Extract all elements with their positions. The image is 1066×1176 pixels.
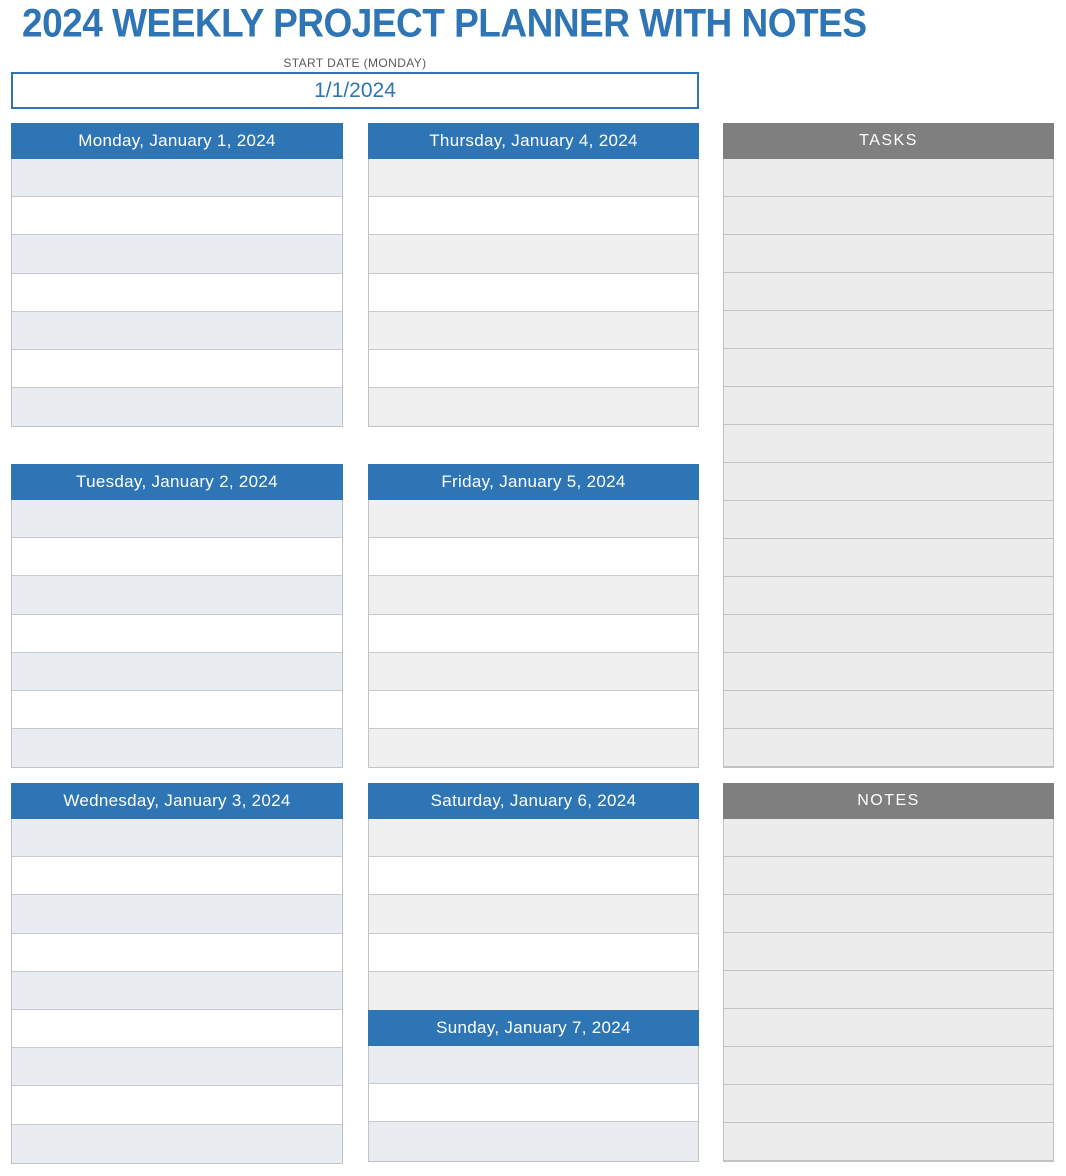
panel-notes (723, 783, 1054, 1162)
panel-saturday (368, 783, 699, 1011)
planner-cell[interactable] (724, 159, 1053, 197)
planner-cell[interactable] (12, 197, 342, 235)
planner-cell[interactable] (724, 1085, 1053, 1123)
planner-cell[interactable] (369, 691, 698, 729)
panel-thursday (368, 123, 699, 427)
planner-cell[interactable] (369, 500, 698, 538)
planner-cell[interactable] (12, 691, 342, 729)
planner-cell[interactable] (724, 273, 1053, 311)
panel-sunday (368, 1010, 699, 1162)
planner-cell[interactable] (724, 501, 1053, 539)
planner-cell[interactable] (369, 159, 698, 197)
planner-cell[interactable] (724, 577, 1053, 615)
planner-cell[interactable] (12, 538, 342, 576)
planner-cell[interactable] (724, 933, 1053, 971)
planner-cell[interactable] (12, 729, 342, 767)
planner-cell[interactable] (12, 615, 342, 653)
panel-wednesday (11, 783, 343, 1164)
panel-monday-rows (11, 159, 343, 427)
planner-cell[interactable] (12, 312, 342, 350)
planner-cell[interactable] (12, 1048, 342, 1086)
planner-cell[interactable] (724, 349, 1053, 387)
panel-sunday-rows (368, 1046, 699, 1162)
planner-cell[interactable] (724, 539, 1053, 577)
planner-cell[interactable] (724, 425, 1053, 463)
panel-tuesday-rows (11, 500, 343, 768)
panel-wednesday-header: Wednesday, January 3, 2024 (11, 783, 343, 819)
planner-cell[interactable] (724, 311, 1053, 349)
planner-cell[interactable] (724, 235, 1053, 273)
panel-monday-header: Monday, January 1, 2024 (11, 123, 343, 159)
page-title: 2024 WEEKLY PROJECT PLANNER WITH NOTES (22, 1, 867, 46)
planner-cell[interactable] (12, 1125, 342, 1163)
planner-cell[interactable] (369, 1046, 698, 1084)
panel-tasks (723, 123, 1054, 768)
planner-cell[interactable] (369, 235, 698, 273)
planner-cell[interactable] (12, 388, 342, 426)
start-date-input[interactable] (11, 72, 699, 109)
planner-cell[interactable] (12, 895, 342, 933)
planner-cell[interactable] (369, 1122, 698, 1160)
planner-cell[interactable] (724, 1009, 1053, 1047)
planner-cell[interactable] (724, 1047, 1053, 1085)
planner-cell[interactable] (12, 1010, 342, 1048)
planner-cell[interactable] (12, 1086, 342, 1124)
planner-cell[interactable] (724, 1123, 1053, 1161)
planner-cell[interactable] (369, 312, 698, 350)
planner-cell[interactable] (12, 576, 342, 614)
planner-cell[interactable] (12, 972, 342, 1010)
planner-cell[interactable] (369, 857, 698, 895)
panel-friday-header: Friday, January 5, 2024 (368, 464, 699, 500)
planner-cell[interactable] (724, 857, 1053, 895)
planner-cell[interactable] (369, 197, 698, 235)
panel-tasks-header: TASKS (723, 123, 1054, 159)
panel-thursday-rows (368, 159, 699, 427)
planner-cell[interactable] (369, 729, 698, 767)
planner-cell[interactable] (369, 538, 698, 576)
panel-saturday-rows (368, 819, 699, 1011)
planner-cell[interactable] (724, 387, 1053, 425)
panel-tuesday-header: Tuesday, January 2, 2024 (11, 464, 343, 500)
planner-cell[interactable] (369, 819, 698, 857)
planner-cell[interactable] (724, 691, 1053, 729)
planner-cell[interactable] (12, 819, 342, 857)
planner-cell[interactable] (724, 615, 1053, 653)
panel-monday (11, 123, 343, 427)
start-date-value: 1/1/2024 (314, 78, 396, 102)
planner-cell[interactable] (12, 857, 342, 895)
planner-cell[interactable] (369, 615, 698, 653)
planner-cell[interactable] (369, 653, 698, 691)
panel-friday-rows (368, 500, 699, 768)
panel-tasks-rows (723, 159, 1054, 768)
planner-cell[interactable] (369, 576, 698, 614)
planner-cell[interactable] (12, 653, 342, 691)
panel-notes-header: NOTES (723, 783, 1054, 819)
planner-cell[interactable] (369, 895, 698, 933)
panel-saturday-header: Saturday, January 6, 2024 (368, 783, 699, 819)
planner-cell[interactable] (12, 235, 342, 273)
planner-cell[interactable] (12, 500, 342, 538)
planner-cell[interactable] (724, 895, 1053, 933)
planner-cell[interactable] (724, 463, 1053, 501)
panel-notes-rows (723, 819, 1054, 1162)
planner-cell[interactable] (369, 934, 698, 972)
panel-thursday-header: Thursday, January 4, 2024 (368, 123, 699, 159)
planner-cell[interactable] (724, 971, 1053, 1009)
panel-sunday-header: Sunday, January 7, 2024 (368, 1010, 699, 1046)
planner-cell[interactable] (369, 388, 698, 426)
planner-cell[interactable] (369, 350, 698, 388)
panel-friday (368, 464, 699, 768)
panel-wednesday-rows (11, 819, 343, 1164)
panel-tuesday (11, 464, 343, 768)
planner-cell[interactable] (724, 653, 1053, 691)
planner-cell[interactable] (12, 274, 342, 312)
start-date-label: START DATE (MONDAY) (283, 56, 427, 70)
planner-cell[interactable] (12, 350, 342, 388)
planner-cell[interactable] (369, 972, 698, 1010)
planner-cell[interactable] (724, 819, 1053, 857)
planner-cell[interactable] (369, 274, 698, 312)
planner-cell[interactable] (369, 1084, 698, 1122)
planner-cell[interactable] (724, 729, 1053, 767)
planner-cell[interactable] (12, 159, 342, 197)
planner-cell[interactable] (724, 197, 1053, 235)
planner-cell[interactable] (12, 934, 342, 972)
